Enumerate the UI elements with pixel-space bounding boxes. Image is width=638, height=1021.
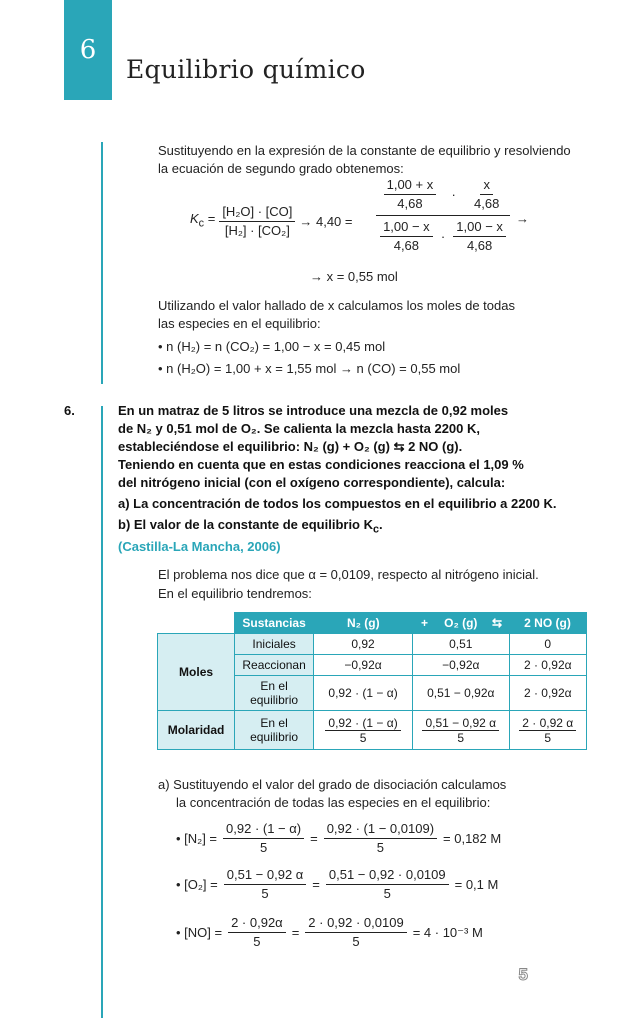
- solution-line: a) Sustituyendo el valor del grado de disociación calculamos: [158, 777, 507, 792]
- row-label: En el equilibrio: [235, 676, 314, 711]
- part-b-end: .: [379, 517, 383, 532]
- intro-line: las especies en el equilibrio:: [158, 316, 321, 331]
- header-cell: 2 NO (g): [509, 613, 586, 634]
- frac-num: 1,00 − x: [453, 218, 506, 237]
- eq-sign: =: [291, 924, 300, 940]
- frac-den: 5: [359, 730, 367, 745]
- kc-expression: $K_c$ = $\frac{\text{[H₂O] · [CO]}}{\text{[H₂] · [CO₂]}}$ → 4,40 =: [190, 204, 353, 238]
- kc-denominator: [H₂] · [CO₂]: [224, 223, 290, 238]
- cell-n2: 0,92 · (1 − α): [314, 676, 413, 711]
- frac-den: 5: [544, 730, 552, 745]
- cell-o2: 0,51 − 0,92α: [413, 676, 510, 711]
- moles-label: Moles: [158, 634, 235, 711]
- frac-den: 4,68: [397, 196, 423, 211]
- cell-n2: 0,92: [314, 634, 413, 655]
- frac-den: 5: [383, 886, 391, 901]
- problem-part-a: a) La concentración de todos los compuestos en el equilibrio a 2200 K.: [118, 496, 557, 511]
- part-b-text: b) El valor de la constante de equilibrio K: [118, 517, 373, 532]
- cell-o2: −0,92α: [413, 655, 510, 676]
- frac-den: 5: [261, 886, 269, 901]
- frac-num: 0,51 − 0,92 α: [422, 716, 499, 731]
- table-row: [158, 711, 587, 750]
- eq-sign: =: [312, 876, 320, 892]
- problem-source: (Castilla-La Mancha, 2006): [118, 539, 281, 554]
- header-cell: +: [413, 613, 437, 634]
- molaridad-label: Molaridad: [158, 711, 235, 750]
- bullet-item: • n (H₂O) = 1,00 + x = 1,55 mol → n (CO) = 0,55 mol: [158, 361, 461, 376]
- table-header-row: [158, 613, 587, 634]
- eq-sign: =: [310, 830, 318, 846]
- chapter-number: 6: [79, 35, 97, 65]
- big-fraction: $\frac{1,00 + x}{4,68}$ · $\frac{x}{4,68}$ $\frac{1,00 - x}{4,68}$ · $\frac{1,00 - x}{4,68}$: [376, 176, 510, 255]
- header-cell: N₂ (g): [314, 613, 413, 634]
- row-label: Iniciales: [235, 634, 314, 655]
- equation-o2: [176, 866, 498, 903]
- frac-num: 2 · 0,92 · 0,0109: [305, 914, 406, 933]
- row-label: En el equilibrio: [235, 711, 314, 750]
- frac-den: 5: [259, 840, 268, 855]
- bullet-item: • n (H₂) = n (CO₂) = 1,00 − x = 0,45 mol: [158, 339, 386, 354]
- cell-no: 0: [509, 634, 586, 655]
- frac-num: 0,51 − 0,92 · 0,0109: [326, 866, 449, 885]
- equation-no: [176, 914, 483, 951]
- frac-num: 1,00 + x: [384, 176, 437, 195]
- frac-den: 4,68: [393, 238, 420, 253]
- eq-result: = 4 · 10⁻³ M: [412, 924, 483, 940]
- solution-line: En el equilibrio tendremos:: [158, 586, 312, 601]
- frac-den: 4,68: [466, 238, 493, 253]
- intro-line: Sustituyendo en la expresión de la constante de equilibrio y resolviendo: [158, 143, 571, 158]
- trail-arrow: →: [516, 211, 529, 226]
- part-b-sub: c: [373, 523, 380, 536]
- problem-line: de N₂ y 0,51 mol de O₂. Se calienta la mezcla hasta 2200 K,: [118, 421, 481, 436]
- frac-num: x: [480, 176, 493, 195]
- cell-no: 2 · 0,92α: [509, 676, 586, 711]
- eq-lhs: • [N₂] =: [176, 830, 218, 846]
- solution-line: El problema nos dice que α = 0,0109, respecto al nitrógeno inicial.: [158, 567, 539, 582]
- frac-num: 0,51 − 0,92 α: [224, 866, 307, 885]
- chapter-tab: [64, 0, 112, 100]
- frac-den: 5: [352, 934, 360, 949]
- kc-value: → 4,40 =: [299, 213, 353, 229]
- equation-n2: [176, 820, 501, 857]
- problem-line: del nitrógeno inicial (con el oxígeno correspondiente), calcula:: [118, 475, 506, 490]
- kc-fraction: [219, 203, 295, 240]
- page-title: Equilibrio químico: [126, 55, 366, 84]
- kc-numerator: [H₂O] · [CO]: [219, 203, 295, 222]
- frac-den: 4,68: [474, 196, 500, 211]
- eq-result: = 0,182 M: [443, 830, 502, 846]
- eq-lhs: • [O₂] =: [176, 876, 218, 892]
- frac-den: 5: [376, 840, 384, 855]
- intro-line: la ecuación de segundo grado obtenemos:: [158, 161, 404, 176]
- cell-n2: −0,92α: [314, 655, 413, 676]
- result-x: → x = 0,55 mol: [310, 269, 398, 284]
- frac-num: 0,92 · (1 − 0,0109): [324, 820, 437, 839]
- frac-num: 0,92 · (1 − α): [223, 820, 304, 839]
- margin-rule: [101, 142, 103, 384]
- cell-no: 2 · 0,92α: [509, 655, 586, 676]
- frac-num: 1,00 − x: [380, 218, 433, 237]
- intro-line: Utilizando el valor hallado de x calculamos los moles de todas: [158, 298, 515, 313]
- equilibrium-table: [157, 612, 587, 750]
- header-cell: O₂ (g): [437, 613, 486, 634]
- problem-part-b: [118, 516, 383, 539]
- header-cell: ⇆: [485, 613, 509, 634]
- problem-number: 6.: [64, 403, 75, 418]
- row-label: Reaccionan: [235, 655, 314, 676]
- frac-num: 2 · 0,92α: [228, 914, 286, 933]
- bullet-text: n (H₂) = n (CO₂) = 1,00 − x = 0,45 mol: [166, 339, 386, 354]
- solution-line: la concentración de todas las especies en el equilibrio:: [176, 795, 491, 810]
- frac-den: 5: [457, 730, 465, 745]
- eq-lhs: • [NO] =: [176, 924, 223, 940]
- cell-o2: 0,51: [413, 634, 510, 655]
- frac-num: 0,92 · (1 − α): [325, 716, 400, 731]
- bullet-text: n (H₂O) = 1,00 + x = 1,55 mol → n (CO) = 0,55 mol: [166, 361, 461, 376]
- page-number: 5: [518, 965, 528, 984]
- kc-sub: c: [198, 217, 205, 230]
- eq-result: = 0,1 M: [454, 876, 499, 892]
- problem-line: En un matraz de 5 litros se introduce una mezcla de 0,92 moles: [118, 403, 509, 418]
- margin-rule: [101, 406, 103, 1018]
- problem-line: Teniendo en cuenta que en estas condiciones reacciona el 1,09 %: [118, 457, 524, 472]
- header-cell: Sustancias: [235, 613, 314, 634]
- frac-den: 5: [253, 934, 261, 949]
- problem-line: estableciéndose el equilibrio: N₂ (g) + O₂ (g) ⇆ 2 NO (g).: [118, 439, 463, 454]
- frac-num: 2 · 0,92 α: [519, 716, 576, 731]
- kc-symbol: K: [190, 211, 199, 227]
- table-row: [158, 634, 587, 655]
